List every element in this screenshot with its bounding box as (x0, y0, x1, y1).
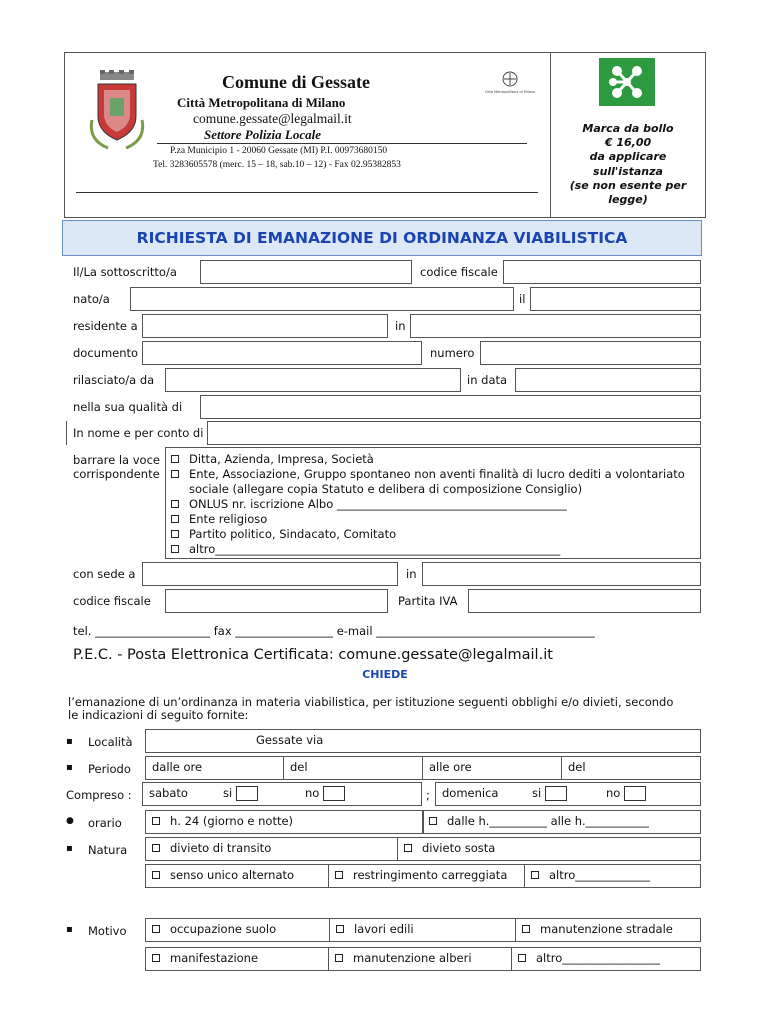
input-numero[interactable] (480, 341, 701, 365)
checkbox-icon[interactable] (624, 786, 646, 801)
option-dalle-h[interactable]: dalle h.__________ alle h.___________ (422, 810, 701, 834)
checkbox-icon[interactable] (522, 925, 530, 933)
sabato-si[interactable]: si (223, 786, 258, 801)
lombardia-logo (599, 58, 655, 106)
input-alle-ore[interactable]: alle ore (422, 756, 562, 780)
option-altro[interactable]: altro____________________________________________________________ (171, 542, 685, 557)
citta-metropolitana: Città Metropolitana di Milano (177, 95, 346, 110)
option-lavori[interactable]: lavori edili (329, 918, 516, 942)
domenica-no[interactable]: no (606, 786, 646, 801)
checkbox-icon[interactable] (404, 844, 412, 852)
conto-left-border (66, 421, 67, 445)
options-list (171, 452, 685, 557)
bullet-icon: ▪ (66, 924, 73, 935)
label-partita-iva: Partita IVA (398, 594, 458, 608)
input-del-2[interactable]: del (561, 756, 701, 780)
label-residente: residente a (73, 319, 138, 333)
label-con-sede: con sede a (73, 567, 136, 581)
option-ditta[interactable]: Ditta, Azienda, Impresa, Società (171, 452, 685, 467)
checkbox-icon[interactable] (323, 786, 345, 801)
stamp-line-2: € 16,00 (604, 136, 652, 150)
input-in-data[interactable] (515, 368, 701, 392)
label-orario: orario (88, 816, 122, 830)
input-del-1[interactable]: del (283, 756, 423, 780)
intro-line-1: l’emanazione di un’ordinanza in materia viabilistica, per istituzione seguenti obblighi e/o divieti, secondo (68, 695, 674, 709)
label-documento: documento (73, 346, 139, 360)
title-banner (62, 220, 702, 256)
checkbox-icon[interactable] (152, 925, 160, 933)
settore-underline (157, 143, 527, 144)
checkbox-icon[interactable] (335, 871, 343, 879)
checkbox-icon[interactable] (152, 817, 160, 825)
checkbox-icon[interactable] (171, 500, 179, 508)
header-email: comune.gessate@legalmail.it (193, 111, 352, 126)
label-motivo: Motivo (88, 924, 127, 938)
option-altro-motivo[interactable]: altro_________________ (511, 947, 701, 971)
checkbox-icon[interactable] (171, 530, 179, 538)
settore: Settore Polizia Locale (204, 127, 321, 142)
label-in-data: in data (467, 373, 508, 387)
rosa-camuna-icon (599, 58, 655, 106)
input-sede-indirizzo[interactable] (422, 562, 701, 586)
contacts-line: tel. ____________________ fax _________________ e-mail ______________________________________ (73, 624, 595, 638)
header-line (76, 192, 538, 193)
citta-metropolitana-emblem (498, 70, 522, 90)
input-rilasciato[interactable] (165, 368, 461, 392)
label-natura: Natura (88, 843, 128, 857)
pec-line: P.E.C. - Posta Elettronica Certificata: comune.gessate@legalmail.it (73, 647, 553, 663)
option-partito[interactable]: Partito politico, Sindacato, Comitato (171, 527, 685, 542)
option-manutenzione-alberi[interactable]: manutenzione alberi (328, 947, 512, 971)
label-codice-fiscale-2: codice fiscale (73, 594, 151, 608)
option-onlus[interactable]: ONLUS nr. iscrizione Albo ________________________________________ (171, 497, 685, 512)
checkbox-icon[interactable] (152, 844, 160, 852)
bullet-icon: ▪ (66, 762, 73, 773)
label-in: in (395, 319, 406, 333)
checkbox-icon[interactable] (545, 786, 567, 801)
page-title: RICHIESTA DI EMANAZIONE DI ORDINANZA VIABILISTICA (136, 229, 628, 247)
option-senso-unico[interactable]: senso unico alternato (145, 864, 329, 888)
intro-line-2: le indicazioni di seguito fornite: (68, 708, 249, 722)
option-restringimento[interactable]: restringimento carreggiata (328, 864, 525, 888)
option-divieto-sosta[interactable]: divieto sosta (397, 837, 701, 861)
label-periodo: Periodo (88, 762, 131, 776)
input-nato[interactable] (130, 287, 514, 311)
label-nato: nato/a (73, 292, 110, 306)
input-con-sede[interactable] (142, 562, 398, 586)
label-barrare-2: corrispondente (73, 467, 160, 481)
checkbox-icon[interactable] (429, 817, 437, 825)
semicolon: ; (426, 788, 430, 802)
option-divieto-transito[interactable]: divieto di transito (145, 837, 398, 861)
option-ente-cont: sociale (allegare copia Statuto e delibera di composizione Consiglio) (189, 482, 583, 496)
comune-title: Comune di Gessate (222, 72, 370, 92)
checkbox-icon[interactable] (518, 954, 526, 962)
checkbox-icon[interactable] (171, 515, 179, 523)
label-conto: In nome e per conto di (73, 426, 204, 440)
input-qualita[interactable] (200, 395, 701, 419)
input-residente[interactable] (142, 314, 388, 338)
input-sottoscritto[interactable] (200, 260, 412, 284)
checkbox-icon[interactable] (171, 470, 179, 478)
input-data-nascita[interactable] (530, 287, 701, 311)
stamp-line-4: sull'istanza (593, 164, 663, 178)
stamp-line-3: da applicare (589, 150, 667, 164)
bullet-icon: ● (66, 816, 74, 826)
label-barrare-1: barrare la voce (73, 453, 160, 467)
stamp-line-1: Marca da bollo (582, 122, 674, 135)
stamp-text (552, 122, 704, 207)
label-localita: Località (88, 735, 133, 749)
option-manifestazione[interactable]: manifestazione (145, 947, 329, 971)
label-numero: numero (430, 346, 475, 360)
checkbox-icon[interactable] (171, 545, 179, 553)
stamp-line-5: (se non esente per (569, 178, 687, 192)
checkbox-icon[interactable] (236, 786, 258, 801)
option-h24[interactable]: h. 24 (giorno e notte) (145, 810, 424, 834)
label-il: il (519, 292, 526, 306)
chiede-heading: CHIEDE (362, 668, 408, 681)
option-manutenzione-stradale[interactable]: manutenzione stradale (515, 918, 701, 942)
input-documento[interactable] (142, 341, 422, 365)
label-rilasciato: rilasciato/a da (73, 373, 155, 387)
header-address: P.za Municipio 1 - 20060 Gessate (MI) P.I. 00973680150 (170, 146, 388, 156)
sabato-no[interactable]: no (305, 786, 345, 801)
label-codice-fiscale: codice fiscale (420, 265, 498, 279)
label-compreso: Compreso : (66, 788, 132, 802)
checkbox-icon[interactable] (152, 871, 160, 879)
header-divider (550, 52, 551, 218)
input-indirizzo[interactable] (410, 314, 701, 338)
option-altro-natura[interactable]: altro_____________ (524, 864, 701, 888)
label-in-2: in (406, 567, 417, 581)
domenica-si[interactable]: si (532, 786, 567, 801)
domenica-cell: domenica si no (435, 782, 701, 806)
option-occupazione[interactable]: occupazione suolo (145, 918, 330, 942)
bullet-icon: ▪ (66, 736, 73, 747)
bullet-icon: ▪ (66, 843, 73, 854)
input-localita[interactable]: Gessate via (145, 729, 701, 753)
checkbox-icon[interactable] (531, 871, 539, 879)
label-qualita: nella sua qualità di (73, 400, 183, 414)
coat-of-arms-logo (86, 70, 148, 154)
checkbox-icon[interactable] (171, 455, 179, 463)
input-conto[interactable] (207, 421, 701, 445)
option-ente[interactable]: Ente, Associazione, Gruppo spontaneo non aventi finalità di lucro dediti a volontariato (171, 467, 685, 482)
stamp-line-6: legge) (608, 193, 648, 207)
sabato-cell: sabato si no (142, 782, 422, 806)
input-codice-fiscale[interactable] (503, 260, 701, 284)
option-ente-religioso[interactable]: Ente religioso (171, 512, 685, 527)
emblem-text: Città Metropolitana di Milano (484, 90, 536, 94)
header-tel: Tel. 3283605578 (merc. 15 – 18, sab.10 – 12) - Fax 02.95382853 (153, 160, 401, 170)
input-codice-fiscale-2[interactable] (165, 589, 388, 613)
checkbox-icon[interactable] (336, 925, 344, 933)
label-sottoscritto: Il/La sottoscritto/a (73, 265, 177, 279)
input-dalle-ore[interactable]: dalle ore (145, 756, 284, 780)
input-partita-iva[interactable] (468, 589, 701, 613)
checkbox-icon[interactable] (335, 954, 343, 962)
checkbox-icon[interactable] (152, 954, 160, 962)
